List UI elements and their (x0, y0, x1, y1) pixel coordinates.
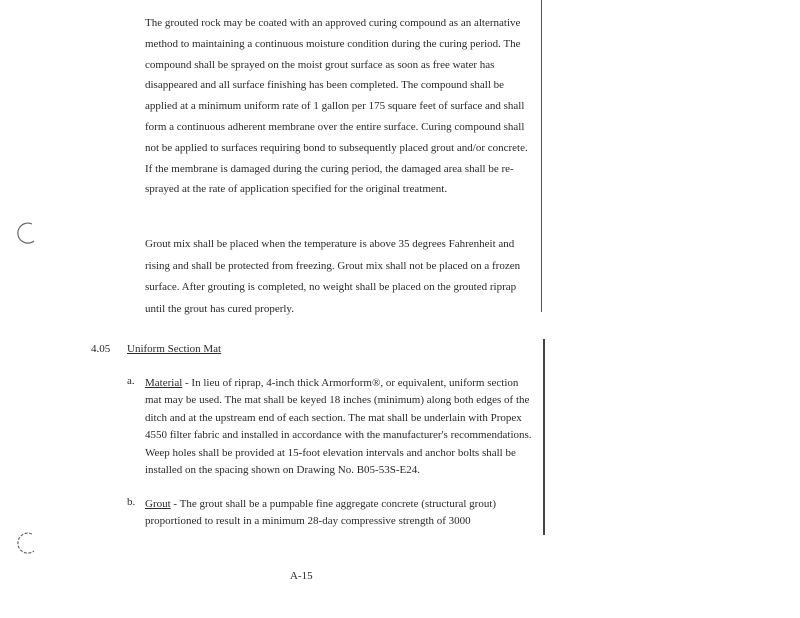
list-item-body (145, 375, 537, 479)
page-number: A-15 (290, 570, 313, 582)
punch-hole-mark-lower (14, 530, 40, 556)
curing-compound-paragraph: The grouted rock may be coated with an approved curing compound as an alternative method to maintaining a continuous moisture condition during the curing period. The compound shall be sprayed on the moist grout surface as soon as free water has disappeared and all surface finishing has been completed. The compound shall be applied at a minimum uniform rate of 1 gallon per 175 square feet of surface and shall form a continuous adherent membrane over the entire surface. Curing compound shall not be applied to surfaces requiring bond to subsequently placed grout and/or concrete. If the membrane is damaged during the curing period, the damaged area shall be re-sprayed at the rate of application specified for the original treatment. (145, 17, 528, 196)
section-title: Uniform Section Mat (127, 343, 222, 355)
list-item-body (145, 496, 537, 531)
punch-hole-mark-upper (14, 220, 40, 246)
item-text: - The grout shall be a pumpable fine aggregate concrete (structural grout) proportioned to result in a minimum 28-day compressive strength of 3000 (145, 498, 497, 528)
list-marker: b. (127, 496, 136, 508)
section-number: 4.05 (91, 343, 111, 355)
change-bar-bottom (543, 339, 545, 535)
temperature-paragraph: Grout mix shall be placed when the temperature is above 35 degrees Fahrenheit and rising and shall be protected from freezing. Grout mix shall not be placed on a frozen surface. After grouting is completed, no weight shall be placed on the grouted riprap until the grout has cured properly. (145, 238, 521, 315)
item-label: Grout (145, 498, 171, 510)
item-label: Material (145, 377, 183, 389)
list-marker: a. (127, 375, 135, 387)
change-bar-top (541, 0, 542, 312)
item-text: - In lieu of riprap, 4-inch thick Armorform®, or equivalent, uniform section mat may be used. The mat shall be keyed 18 inches (minimum) along both edges of the ditch and at the upstream end of each section. The mat shall be underlain with Propex 4550 filter fabric and installed in accordance with the manufacturer's recommendations. Weep holes shall be provided at 15-foot elevation intervals and anchor bolts shall be installed on the spacing shown on Drawing No. B05-53S-E24. (145, 377, 532, 477)
